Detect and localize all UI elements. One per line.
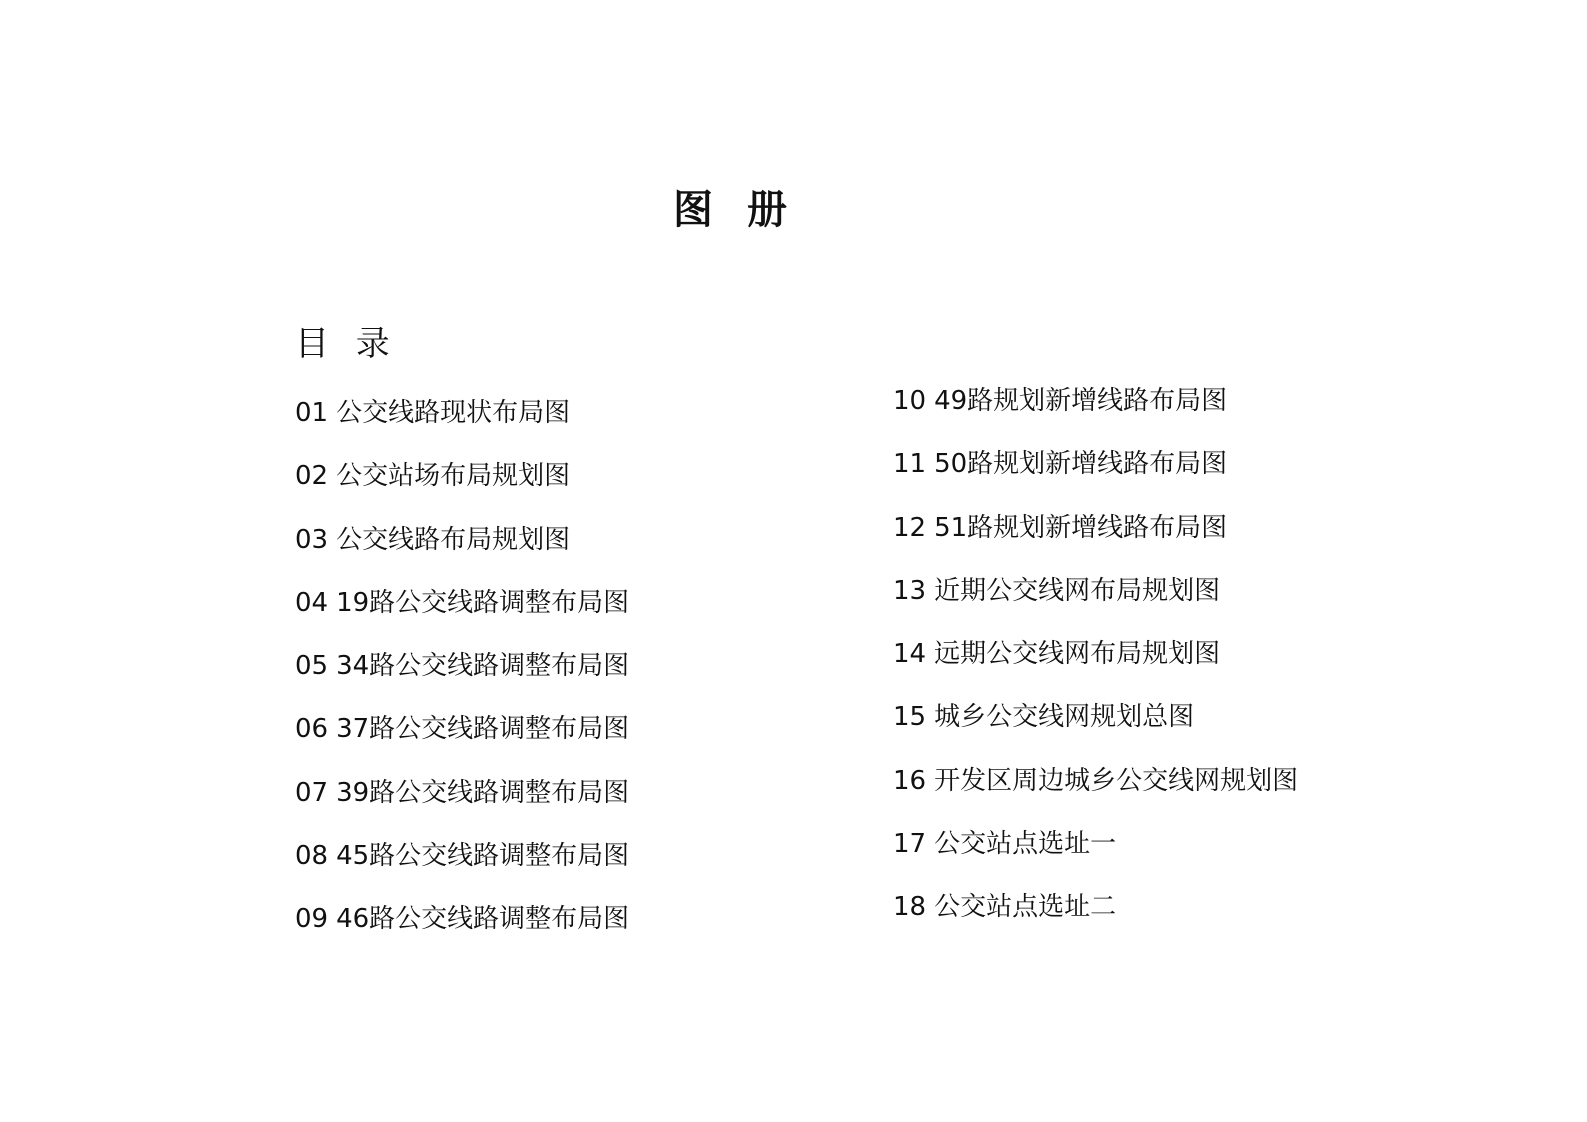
- toc-item-title: 公交站场布局规划图: [336, 461, 571, 492]
- toc-item[interactable]: [295, 836, 629, 899]
- toc-item-title: 19路公交线路调整布局图: [336, 587, 630, 618]
- toc-left-column: [295, 393, 629, 963]
- toc-item-number: 16: [893, 765, 927, 796]
- toc-right-column: [893, 381, 1298, 951]
- toc-item[interactable]: [893, 381, 1298, 444]
- toc-item-title: 49路规划新增线路布局图: [934, 386, 1228, 416]
- toc-item-number: 07: [295, 777, 329, 808]
- toc-item-title: 37路公交线路调整布局图: [336, 714, 630, 745]
- toc-item-title: 34路公交线路调整布局图: [336, 651, 630, 682]
- toc-item[interactable]: [893, 697, 1298, 760]
- toc-item-title: 公交站点选址二: [934, 892, 1117, 923]
- toc-item-title: 远期公交线网布局规划图: [934, 639, 1221, 670]
- toc-item[interactable]: [295, 899, 629, 962]
- toc-item[interactable]: [893, 508, 1298, 571]
- toc-item[interactable]: [893, 824, 1298, 887]
- toc-item-number: 03: [295, 524, 329, 555]
- toc-item-number: 14: [893, 639, 927, 670]
- toc-item[interactable]: [893, 444, 1298, 507]
- toc-item[interactable]: [893, 634, 1298, 697]
- toc-item-title: 近期公交线网布局规划图: [934, 575, 1221, 606]
- toc-item-number: 02: [295, 461, 329, 492]
- toc-item-number: 18: [893, 892, 927, 923]
- toc-item[interactable]: [893, 887, 1298, 950]
- toc-item-title: 50路规划新增线路布局图: [934, 449, 1228, 480]
- toc-item-number: 04: [295, 587, 329, 618]
- toc-item-number: 12: [893, 512, 927, 543]
- toc-item[interactable]: [295, 520, 629, 583]
- toc-item[interactable]: [295, 709, 629, 772]
- toc-item-number: 05: [295, 651, 329, 682]
- toc-item-title: 公交线路现状布局图: [336, 398, 571, 428]
- toc-item[interactable]: [295, 456, 629, 519]
- toc-item[interactable]: [295, 773, 629, 836]
- toc-item-number: 09: [295, 904, 329, 935]
- toc-item[interactable]: [295, 583, 629, 646]
- toc-item-title: 公交站点选址一: [934, 829, 1117, 860]
- toc-heading: 目 录: [295, 324, 398, 364]
- toc-item[interactable]: [295, 393, 629, 456]
- toc-item-number: 11: [893, 449, 927, 480]
- toc-item-title: 51路规划新增线路布局图: [934, 512, 1228, 543]
- page-title: 图 册: [673, 187, 797, 233]
- toc-item[interactable]: [893, 761, 1298, 824]
- toc-item-title: 公交线路布局规划图: [336, 524, 571, 555]
- toc-item[interactable]: [295, 646, 629, 709]
- toc-item-number: 10: [893, 386, 927, 416]
- toc-item-title: 城乡公交线网规划总图: [934, 702, 1195, 733]
- toc-item-title: 45路公交线路调整布局图: [336, 841, 630, 872]
- toc-item-number: 01: [295, 398, 329, 428]
- toc-item-number: 08: [295, 841, 329, 872]
- toc-item-title: 39路公交线路调整布局图: [336, 777, 630, 808]
- toc-item-number: 06: [295, 714, 329, 745]
- toc-item-number: 15: [893, 702, 927, 733]
- toc-item-number: 17: [893, 829, 927, 860]
- toc-item-title: 开发区周边城乡公交线网规划图: [934, 765, 1299, 796]
- toc-item[interactable]: [893, 571, 1298, 634]
- toc-item-title: 46路公交线路调整布局图: [336, 904, 630, 935]
- toc-item-number: 13: [893, 575, 927, 606]
